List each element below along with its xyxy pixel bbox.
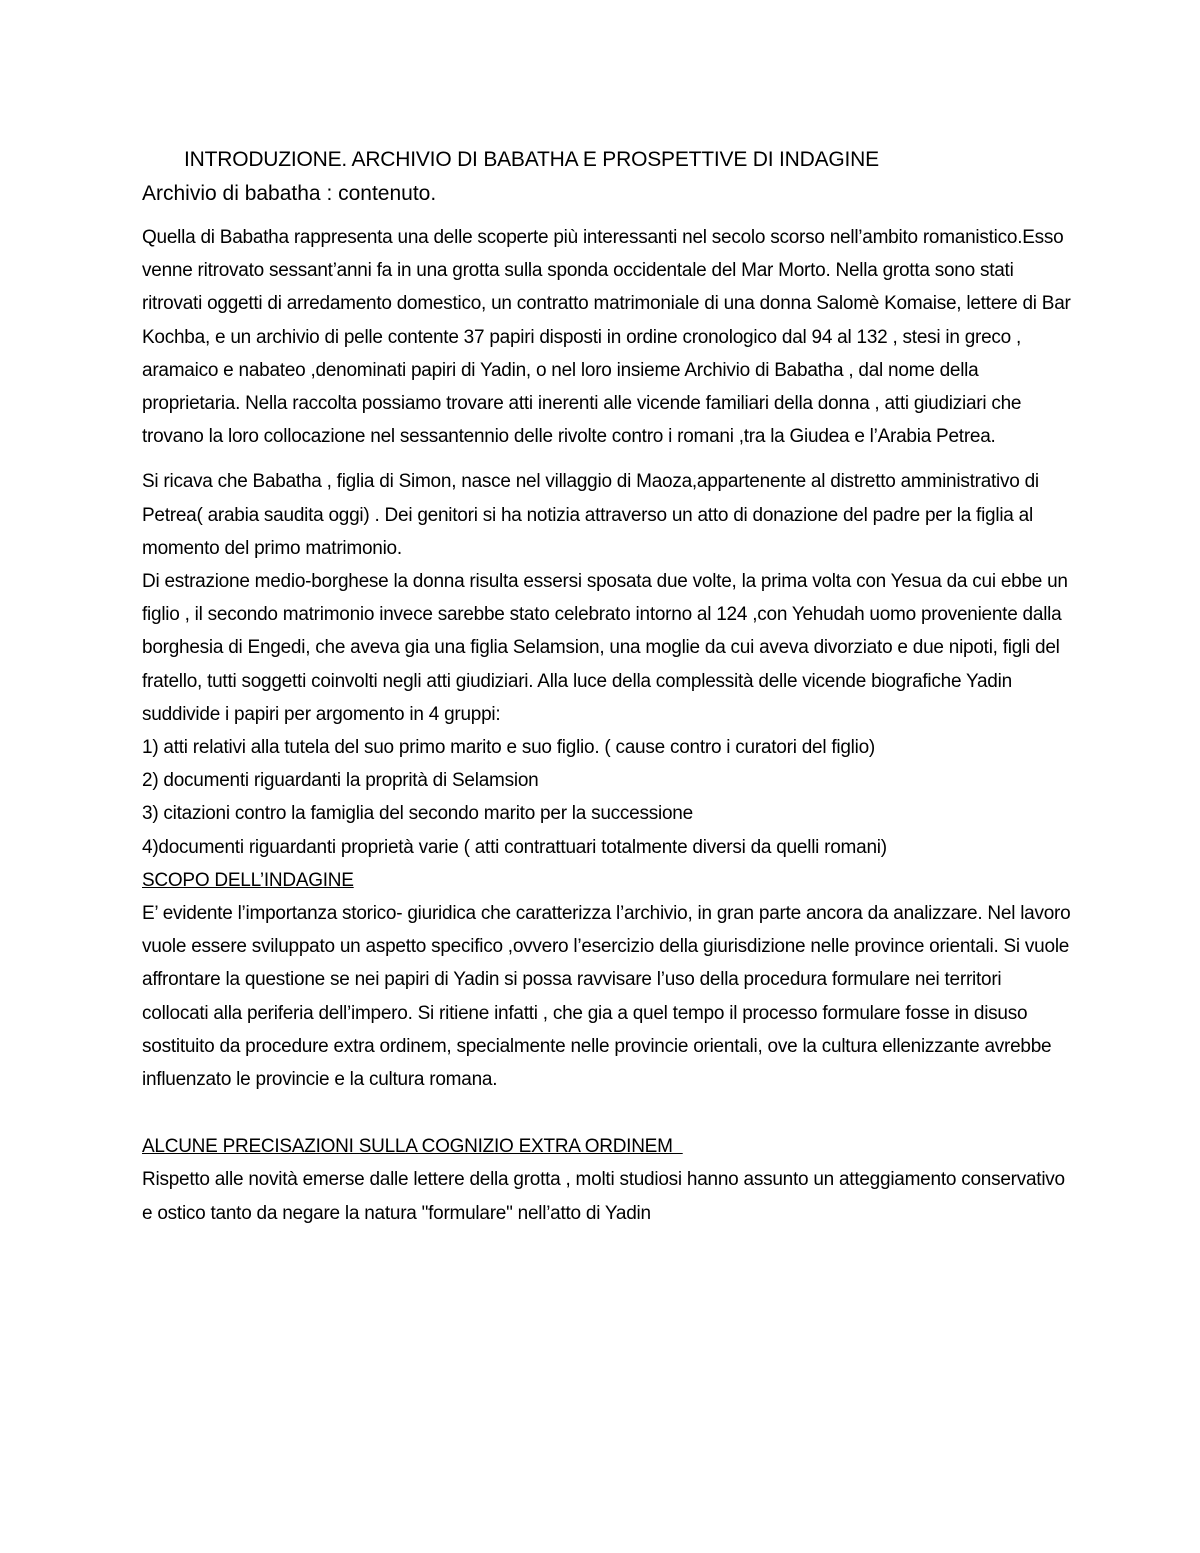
- section-heading-cognizio: ALCUNE PRECISAZIONI SULLA COGNIZIO EXTRA ORDINEM: [142, 1136, 683, 1158]
- list-item: 2) documenti riguardanti la proprità di Selamsion: [142, 770, 539, 792]
- paragraph-scope: E’ evidente l’importanza storico- giuridica che caratterizza l’archivio, in gran parte ancora da analizzare. Nel lavoro vuole essere sviluppato un aspetto specifico ,ovvero l’esercizio della giurisdizione nelle province orientali. Si vuole affrontare la questione se nei papiri di Yadin si possa ravvisare l’uso della procedura formulare nei territori collocati alla periferia dell’impero. Si ritiene infatti , che gia a quel tempo il processo formulare fosse in disuso sostituito da procedure extra ordinem, specialmente nelle provincie orientali, ove la cultura ellenizzante avrebbe influenzato le provincie e la cultura romana.: [142, 903, 1071, 1091]
- paragraph-cognizio: Rispetto alle novità emerse dalle lettere della grotta , molti studiosi hanno assunto un atteggiamento conservativo e ostico tanto da negare la natura "formulare" nell’atto di Yadin: [142, 1169, 1065, 1224]
- paragraph-babatha-origins: Si ricava che Babatha , figlia di Simon, nasce nel villaggio di Maoza,appartenente al distretto amministrativo di Petrea( arabia saudita oggi) . Dei genitori si ha notizia attraverso un atto di donazione del padre per la figlia al momento del primo matrimonio.: [142, 471, 1039, 559]
- list-item: 3) citazioni contro la famiglia del secondo marito per la successione: [142, 803, 693, 825]
- paragraph-marriages: Di estrazione medio-borghese la donna risulta essersi sposata due volte, la prima volta con Yesua da cui ebbe un figlio , il secondo matrimonio invece sarebbe stato celebrato intorno al 124 ,con Yehudah uomo proveniente dalla borghesia di Engedi, che aveva gia una figlia Selamsion, una moglie da cui aveva divorziato e due nipoti, figli del fratello, tutti soggetti coinvolti negli atti giudiziari. Alla luce della complessità delle vicende biografiche Yadin suddivide i papiri per argomento in 4 gruppi:: [142, 571, 1068, 725]
- document-subtitle: Archivio di babatha : contenuto.: [142, 182, 437, 205]
- document-body: [142, 143, 1072, 1230]
- list-item: 4)documenti riguardanti proprietà varie ( atti contrattuari totalmente diversi da quelli romani): [142, 836, 887, 858]
- papyri-groups-list: [142, 731, 1072, 864]
- section-heading-scope: SCOPO DELL’INDAGINE: [142, 869, 354, 891]
- list-item: 1) atti relativi alla tutela del suo primo marito e suo figlio. ( cause contro i curatori del figlio): [142, 737, 875, 759]
- paragraph-discovery: Quella di Babatha rappresenta una delle scoperte più interessanti nel secolo scorso nell’ambito romanistico.Esso venne ritrovato sessant’anni fa in una grotta sulla sponda occidentale del Mar Morto. Nella grotta sono stati ritrovati oggetti di arredamento domestico, un contratto matrimoniale di una donna Salomè Komaise, lettere di Bar Kochba, e un archivio di pelle contente 37 papiri disposti in ordine cronologico dal 94 al 132 , stesi in greco , aramaico e nabateo ,denominati papiri di Yadin, o nel loro insieme Archivio di Babatha , dal nome della proprietaria. Nella raccolta possiamo trovare atti inerenti alle vicende familiari della donna , atti giudiziari che trovano la loro collocazione nel sessantennio delle rivolte contro i romani ,tra la Giudea e l’Arabia Petrea.: [142, 227, 1071, 448]
- document-title: INTRODUZIONE. ARCHIVIO DI BABATHA E PROSPETTIVE DI INDAGINE: [184, 148, 879, 171]
